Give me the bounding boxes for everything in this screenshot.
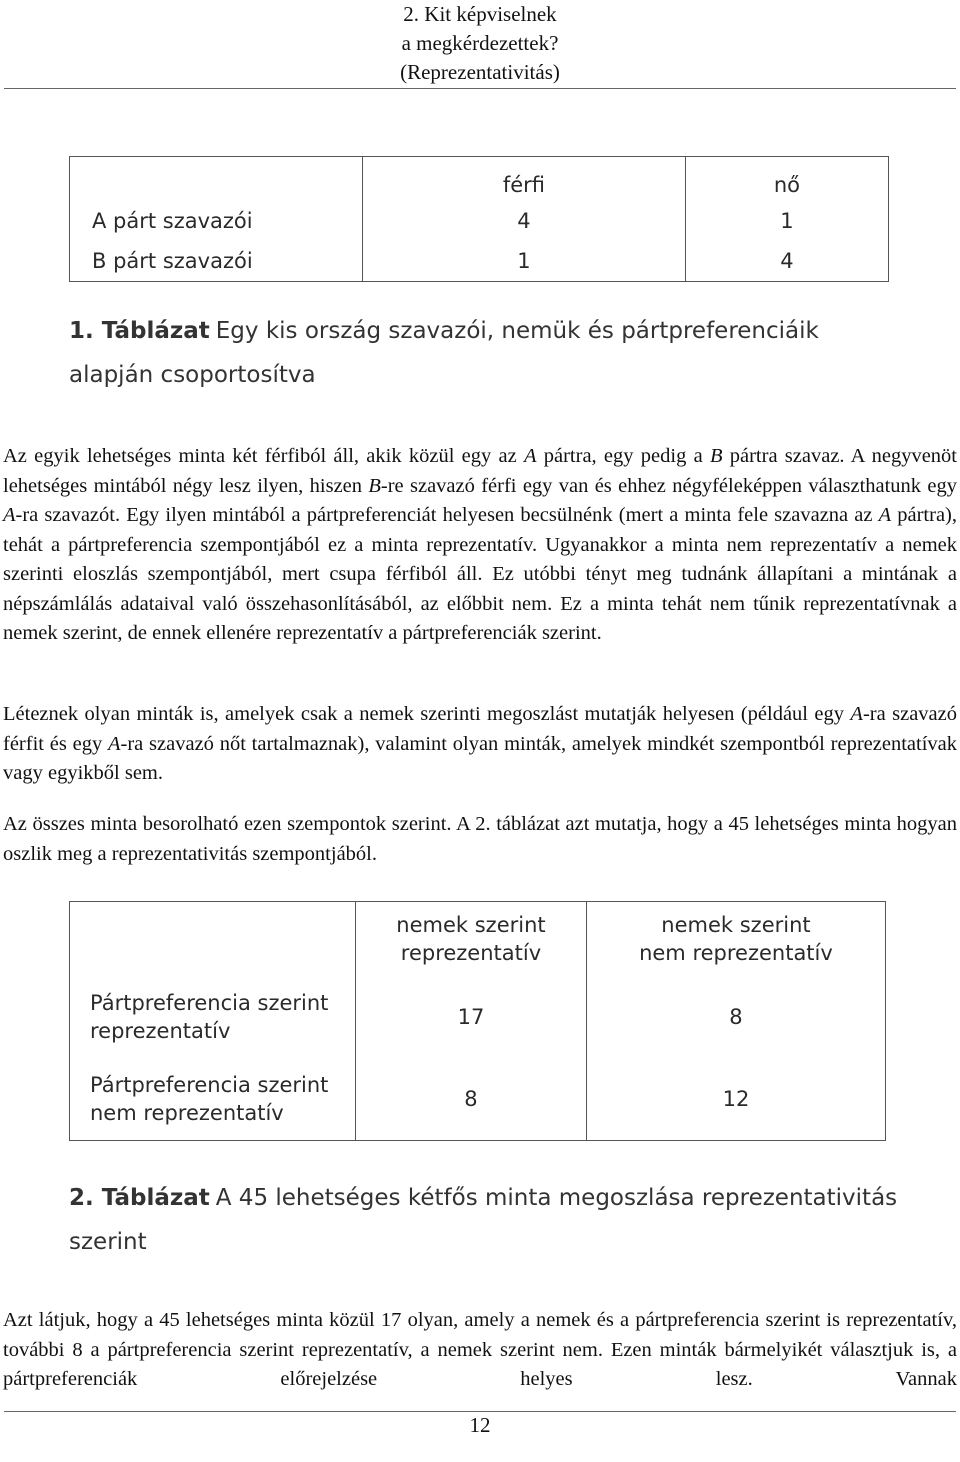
text-run: -ra szavazó nőt tartalmaznak), valamint olyan minták, amelyek mindkét szempontból reprezentatívak vagy egyikből sem. bbox=[3, 732, 957, 784]
table-1-caption-number: 1. Táblázat bbox=[69, 318, 210, 344]
col-header-line: nem reprezentatív bbox=[639, 941, 833, 965]
paragraph-1 bbox=[3, 442, 957, 649]
table-1-col-header: nő bbox=[685, 157, 888, 202]
italic-letter: A bbox=[850, 703, 863, 725]
header-line-2: a megkérdezettek? bbox=[401, 31, 559, 55]
table-row bbox=[70, 1058, 886, 1141]
table-2-caption-number: 2. Táblázat bbox=[69, 1185, 210, 1211]
table-1-caption-text: Egy kis ország szavazói, nemük és pártpreferenciáik alapján csoportosítva bbox=[69, 318, 819, 388]
table-1-cell: 1 bbox=[363, 241, 686, 282]
header-line-1: 2. Kit képviselnek bbox=[403, 2, 557, 26]
table-row bbox=[70, 241, 889, 282]
table-2-cell: 17 bbox=[356, 976, 587, 1058]
text-run: -re szavazó férfi egy van és ehhez négyféleképpen választhatunk egy bbox=[380, 474, 957, 497]
text-run: pártra), tehát a pártpreferencia szempontjából ez a minta reprezentatív. Ugyanakkor a minta nem reprezentatív a nemek szerinti eloszlás szempontjából, mert csupa férfiból áll. Ez utóbbi tényt meg tudnánk állapítani a mintának a népszámlálás adataival való összehasonlításából, az előbbit nem. Ez a minta tehát nem tűnik reprezentatívnak a nemek szerint, de ennek ellenére reprezentatív a pártpreferenciák szerint. bbox=[3, 504, 957, 644]
col-header-line: nemek szerint bbox=[396, 913, 546, 937]
table-2-cell: 8 bbox=[356, 1058, 587, 1141]
table-1-cell: 4 bbox=[685, 241, 888, 282]
table-1-cell: 1 bbox=[685, 201, 888, 241]
col-header-line: nemek szerint bbox=[661, 913, 811, 937]
paragraph-3: Az összes minta besorolható ezen szempontok szerint. A 2. táblázat azt mutatja, hogy a 45 lehetséges minta hogyan oszlik meg a reprezentativitás szempontjából. bbox=[3, 813, 957, 865]
paragraph-2 bbox=[3, 700, 957, 789]
text-run: -ra szavazó férfit és egy bbox=[3, 703, 957, 755]
italic-letter: A bbox=[3, 504, 16, 526]
table-1-caption bbox=[69, 309, 899, 397]
table-2-caption-text: A 45 lehetséges kétfős minta megoszlása reprezentativitás szerint bbox=[69, 1185, 898, 1255]
italic-letter: B bbox=[368, 474, 381, 497]
col-header-line: reprezentatív bbox=[400, 941, 542, 965]
italic-letter: A bbox=[107, 732, 121, 755]
row-header-line: Pártpreferencia szerint bbox=[90, 1073, 329, 1097]
text-run: -ra szavazót. Egy ilyen mintából a pártpreferenciát helyesen becsülnénk (mert a minta fele szavazna az bbox=[15, 504, 879, 526]
table-1-col-header: férfi bbox=[363, 157, 686, 202]
table-1-row-header: A párt szavazói bbox=[70, 201, 363, 241]
row-header-line: reprezentatív bbox=[90, 1019, 231, 1043]
table-2-header-row bbox=[70, 902, 886, 977]
text-run: pártra szavaz. A negyvenöt lehetséges mintából négy lesz ilyen, hiszen bbox=[3, 445, 957, 497]
table-2-cell: 12 bbox=[586, 1058, 885, 1141]
table-2-caption bbox=[69, 1176, 899, 1264]
italic-letter: A bbox=[523, 445, 537, 467]
table-1-row-header: B párt szavazói bbox=[70, 241, 363, 282]
text-run: Léteznek olyan minták is, amelyek csak a nemek szerinti megoszlást mutatják helyesen (például egy bbox=[3, 703, 851, 725]
table-2-row-header bbox=[70, 1058, 356, 1141]
page-number: 12 bbox=[469, 1413, 491, 1437]
table-1-corner-cell bbox=[70, 157, 363, 202]
row-header-line: Pártpreferencia szerint bbox=[90, 991, 329, 1015]
table-1-header-row bbox=[70, 157, 889, 202]
italic-letter: B bbox=[709, 445, 723, 467]
table-2-cell: 8 bbox=[586, 976, 885, 1058]
table-2-corner-cell bbox=[70, 902, 356, 977]
header-rule bbox=[4, 88, 956, 89]
running-header bbox=[0, 0, 960, 87]
table-2-col-header bbox=[586, 902, 885, 977]
table-2-col-header bbox=[356, 902, 587, 977]
paragraph-4: Azt látjuk, hogy a 45 lehetséges minta közül 17 olyan, amely a nemek és a pártpreferencia szerint is reprezentatív, további 8 a pártpreferencia szerint reprezentatív, a nemek szerint nem. Ezen minták bármelyikét választjuk is, a pártpreferenciák előrejelzése helyes lesz. Vannak bbox=[3, 1309, 957, 1390]
table-row bbox=[70, 976, 886, 1058]
text-run: pártra, egy pedig a bbox=[536, 445, 710, 467]
italic-letter: A bbox=[878, 504, 892, 526]
table-1 bbox=[69, 156, 889, 282]
table-2-row-header bbox=[70, 976, 356, 1058]
header-line-3: (Reprezentativitás) bbox=[400, 60, 560, 84]
table-row bbox=[70, 201, 889, 241]
row-header-line: nem reprezentatív bbox=[90, 1101, 284, 1125]
table-1-cell: 4 bbox=[363, 201, 686, 241]
text-run: Az egyik lehetséges minta két férfiból áll, akik közül egy az bbox=[3, 445, 524, 467]
table-2 bbox=[69, 901, 886, 1141]
